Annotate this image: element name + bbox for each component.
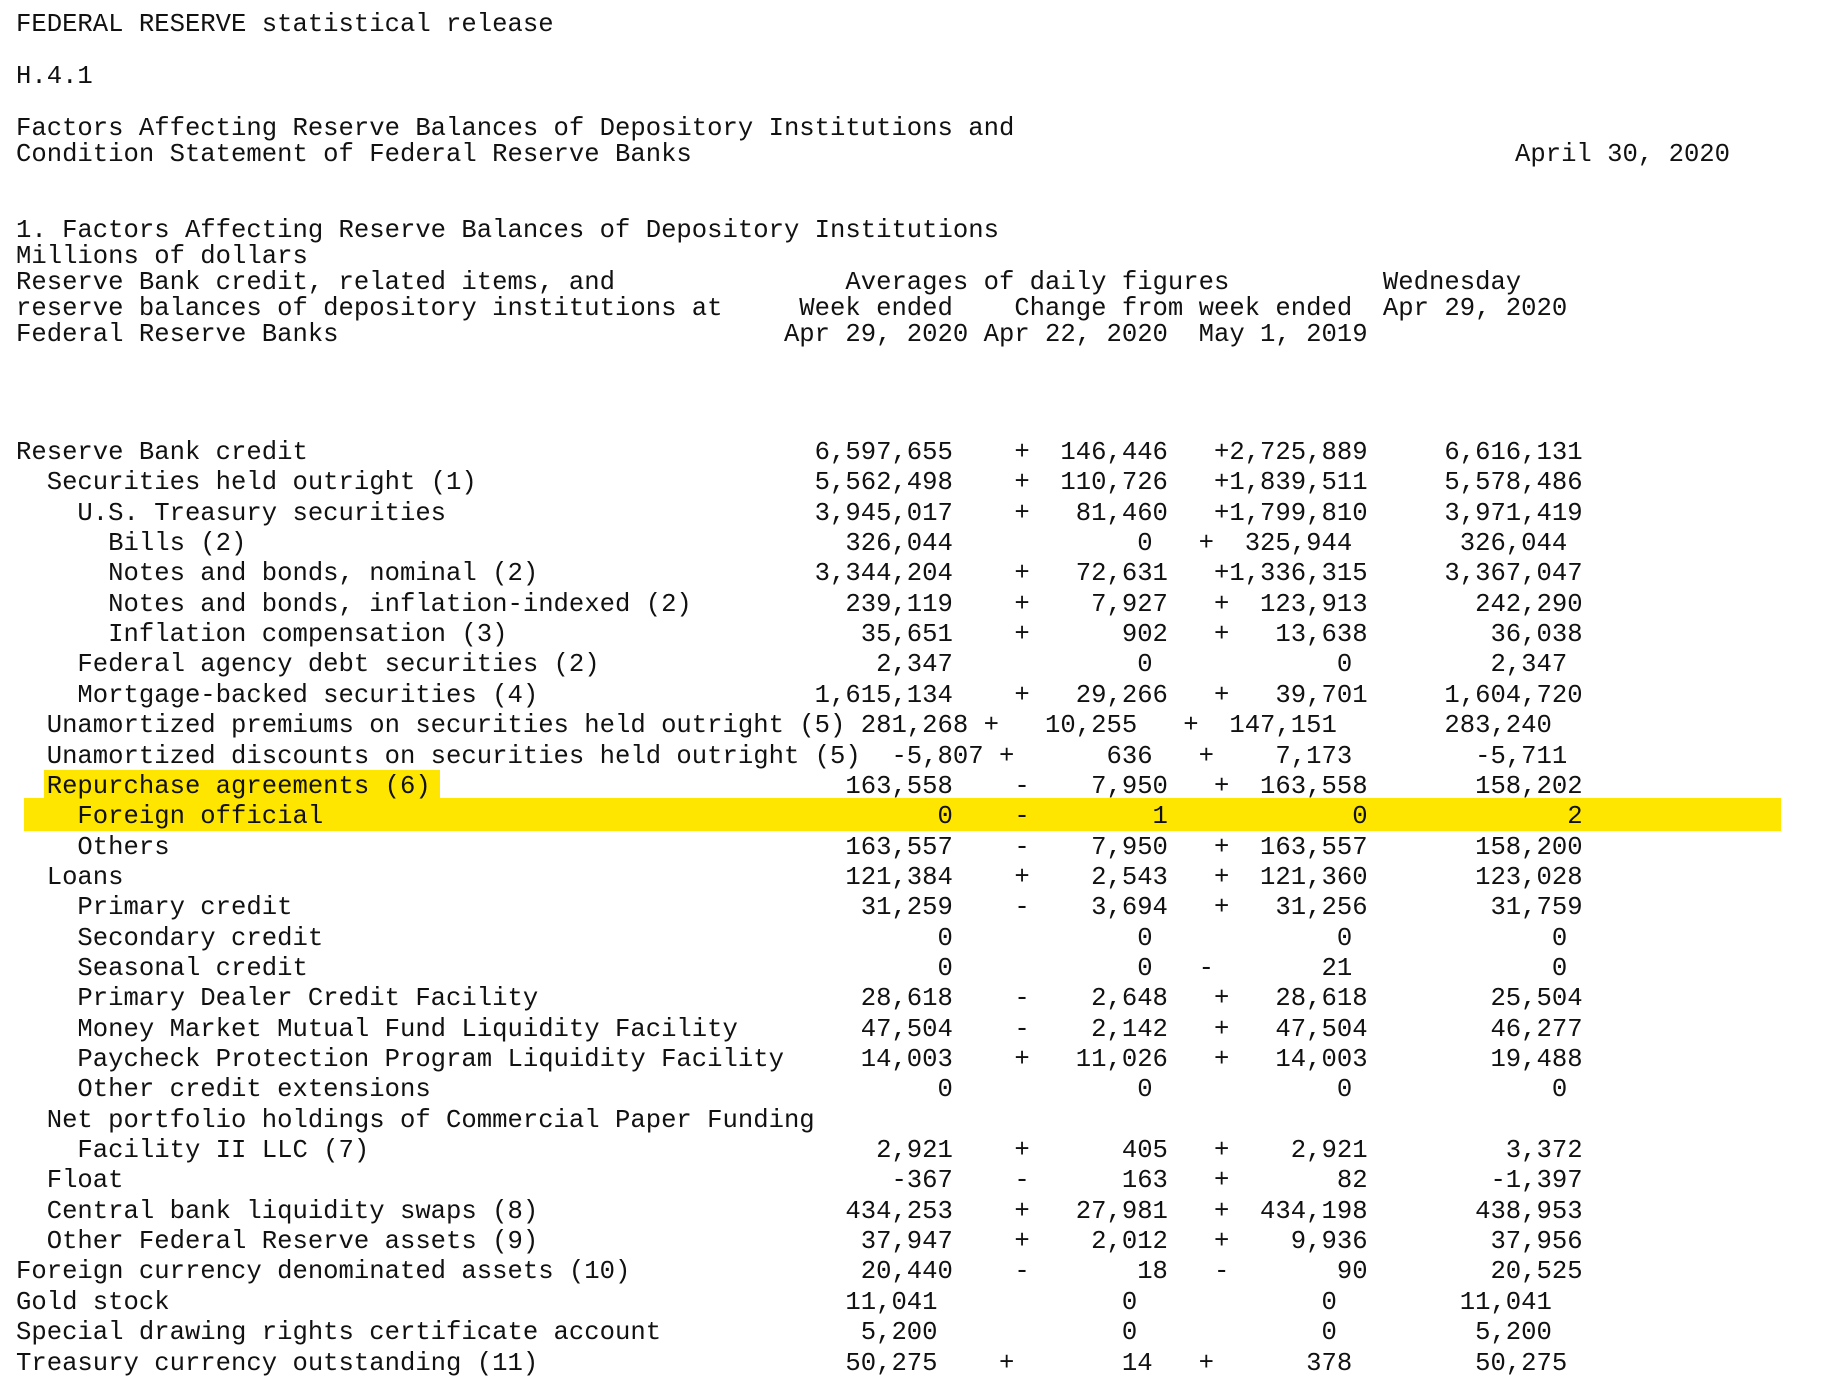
table-row: Securities held outright (1) 5,562,498 + 110,726 +1,839,511 5,578,486 [16, 468, 1583, 498]
table-row: Treasury currency outstanding (11) 50,275 + 14 + 378 50,275 [16, 1348, 1568, 1378]
table-row: Net portfolio holdings of Commercial Paper Funding [16, 1105, 815, 1135]
table-row: Others 163,557 - 7,950 + 163,557 158,200 [16, 832, 1583, 862]
table-row: Bills (2) 326,044 0 + 325,944 326,044 [16, 529, 1568, 559]
table-row: Money Market Mutual Fund Liquidity Facility 47,504 - 2,142 + 47,504 46,277 [16, 1014, 1583, 1044]
table-row: Foreign official 0 - 1 0 2 [16, 802, 1583, 832]
table-row: Federal agency debt securities (2) 2,347 0 0 2,347 [16, 650, 1568, 680]
release-date: April 30, 2020 [1515, 140, 1731, 169]
table-row: Seasonal credit 0 0 - 21 0 [16, 953, 1568, 983]
table-header-line-1: Reserve Bank credit, related items, and Averages of daily figures Wednesday [16, 268, 1522, 297]
table-row: Notes and bonds, inflation-indexed (2) 239,119 + 7,927 + 123,913 242,290 [16, 589, 1583, 619]
table-row: Primary Dealer Credit Facility 28,618 - 2,648 + 28,618 25,504 [16, 984, 1583, 1014]
release-code: H.4.1 [16, 62, 93, 91]
units-label: Millions of dollars [16, 242, 308, 271]
table-row: Reserve Bank credit 6,597,655 + 146,446 +2,725,889 6,616,131 [16, 438, 1583, 467]
release-title: FEDERAL RESERVE statistical release [16, 10, 554, 39]
table-row: Gold stock 11,041 0 0 11,041 [16, 1287, 1552, 1317]
table-row: Paycheck Protection Program Liquidity Facility 14,003 + 11,026 + 14,003 19,488 [16, 1045, 1583, 1074]
table-row: Float -367 - 163 + 82 -1,397 [16, 1166, 1583, 1196]
table-row: Central bank liquidity swaps (8) 434,253 + 27,981 + 434,198 438,953 [16, 1196, 1583, 1226]
table-row: Other Federal Reserve assets (9) 37,947 + 2,012 + 9,936 37,956 [16, 1227, 1583, 1257]
table-row: Primary credit 31,259 - 3,694 + 31,256 31,759 [16, 893, 1583, 923]
table-header-line-2: reserve balances of depository institutions at Week ended Change from week ended Apr 29, 2020 [16, 294, 1568, 323]
table-row: U.S. Treasury securities 3,945,017 + 81,460 +1,799,810 3,971,419 [16, 498, 1583, 528]
table-row: Unamortized premiums on securities held outright (5) 281,268 + 10,255 + 147,151 283,240 [16, 711, 1552, 741]
table-row: Mortgage-backed securities (4) 1,615,134 + 29,266 + 39,701 1,604,720 [16, 680, 1583, 710]
table-row: Facility II LLC (7) 2,921 + 405 + 2,921 3,372 [16, 1136, 1583, 1166]
table-row: Foreign currency denominated assets (10) 20,440 - 18 - 90 20,525 [16, 1257, 1583, 1287]
table-row: Secondary credit 0 0 0 0 [16, 923, 1568, 953]
document-title-line-1: Factors Affecting Reserve Balances of Depository Institutions and [16, 114, 1015, 143]
table-row: Repurchase agreements (6) 163,558 - 7,950 + 163,558 158,202 [16, 771, 1583, 801]
table-row: Other credit extensions 0 0 0 0 [16, 1075, 1568, 1105]
table-row: Notes and bonds, nominal (2) 3,344,204 + 72,631 +1,336,315 3,367,047 [16, 559, 1583, 589]
table-row: Loans 121,384 + 2,543 + 121,360 123,028 [16, 862, 1583, 892]
document-title-line-2: Condition Statement of Federal Reserve Banks [16, 140, 692, 169]
table-header-line-3: Federal Reserve Banks Apr 29, 2020 Apr 22, 2020 May 1, 2019 [16, 320, 1368, 349]
table-row: Inflation compensation (3) 35,651 + 902 + 13,638 36,038 [16, 620, 1583, 650]
table-row: Special drawing rights certificate account 5,200 0 0 5,200 [16, 1318, 1552, 1348]
table-row: Unamortized discounts on securities held outright (5) -5,807 + 636 + 7,173 -5,711 [16, 741, 1568, 771]
section-heading: 1. Factors Affecting Reserve Balances of Depository Institutions [16, 216, 999, 245]
